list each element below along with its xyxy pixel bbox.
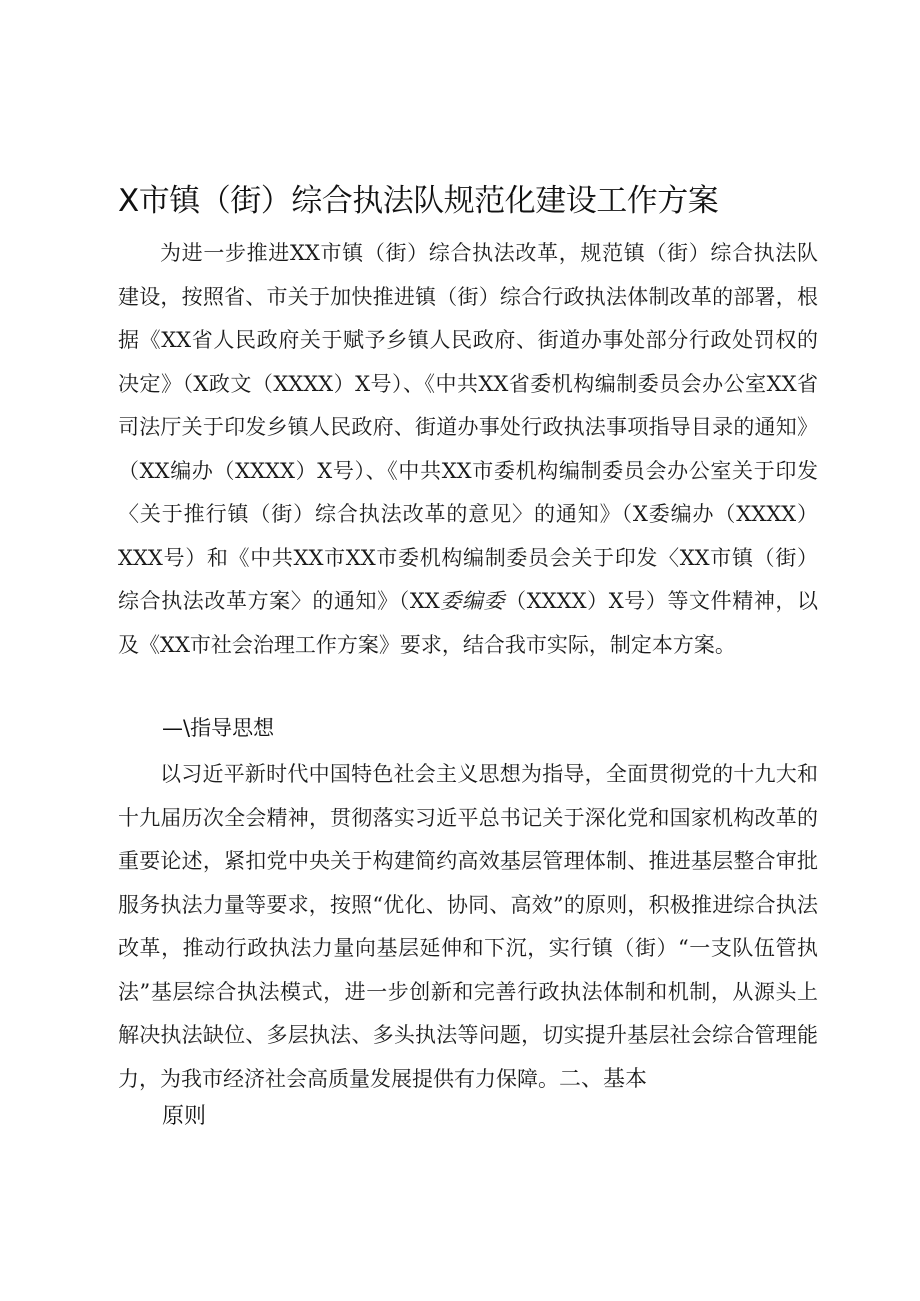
section1-heading: —\指导思想 [162, 716, 275, 740]
intro-text-italic: 委编委 [439, 589, 506, 613]
section2-heading-start: 二、基本 [559, 1066, 648, 1092]
document-title: X市镇（街）综合执法队规范化建设工作方案 [118, 183, 719, 219]
section1-paragraph [118, 753, 818, 1101]
section1-body: 以习近平新时代中国特色社会主义思想为指导，全面贯彻党的十九大和十九届历次全会精神，贯彻落实习近平总书记关于深化党和国家机构改革的重要论述，紧扣党中央关于构建简约高效基层管理体制、推进基层整合审批服务执法力量等要求，按照“优化、协同、高效”的原则，积极推进综合执法改革，推动行政执法力量向基层延伸和下沉，实行镇（街）“一支队伍管执法”基层综合执法模式，进一步创新和完善行政执法体制和机制，从源头上解决执法缺位、多层执法、多头执法等问题，切实提升基层社会综合管理能力，为我市经济社会高质量发展提供有力保障。 [118, 762, 818, 1091]
intro-text-part1: 为进一步推进XX市镇（街）综合执法改革，规范镇（街）综合执法队建设，按照省、市关于加快推进镇（街）综合行政执法体制改革的部署，根据《XX省人民政府关于赋予乡镇人民政府、街道办事处部分行政处罚权的决定》（X政文（XXXX）X号）、《中共XX省委机构编制委员会办公室XX省司法厅关于印发乡镇人民政府、街道办事处行政执法事项指导目录的通知》（XX编办（XXXX）X号）、《中共XX市委机构编制委员会办公室关于印发〈关于推行镇（街）综合执法改革的意见〉的通知》（X委编办（XXXX）XXX号）和《中共XX市XX市委机构编制委员会关于印发〈XX市镇（街）综合执法改革方案〉的通知》（XX [118, 241, 818, 613]
section2-heading-end: 原则 [162, 1104, 207, 1129]
intro-text-part2: （XXXX）X号）等文件精神，以及《XX市社会治理工作方案》要求，结合我市实际，制定本方案。 [118, 589, 819, 657]
intro-paragraph [118, 232, 818, 667]
